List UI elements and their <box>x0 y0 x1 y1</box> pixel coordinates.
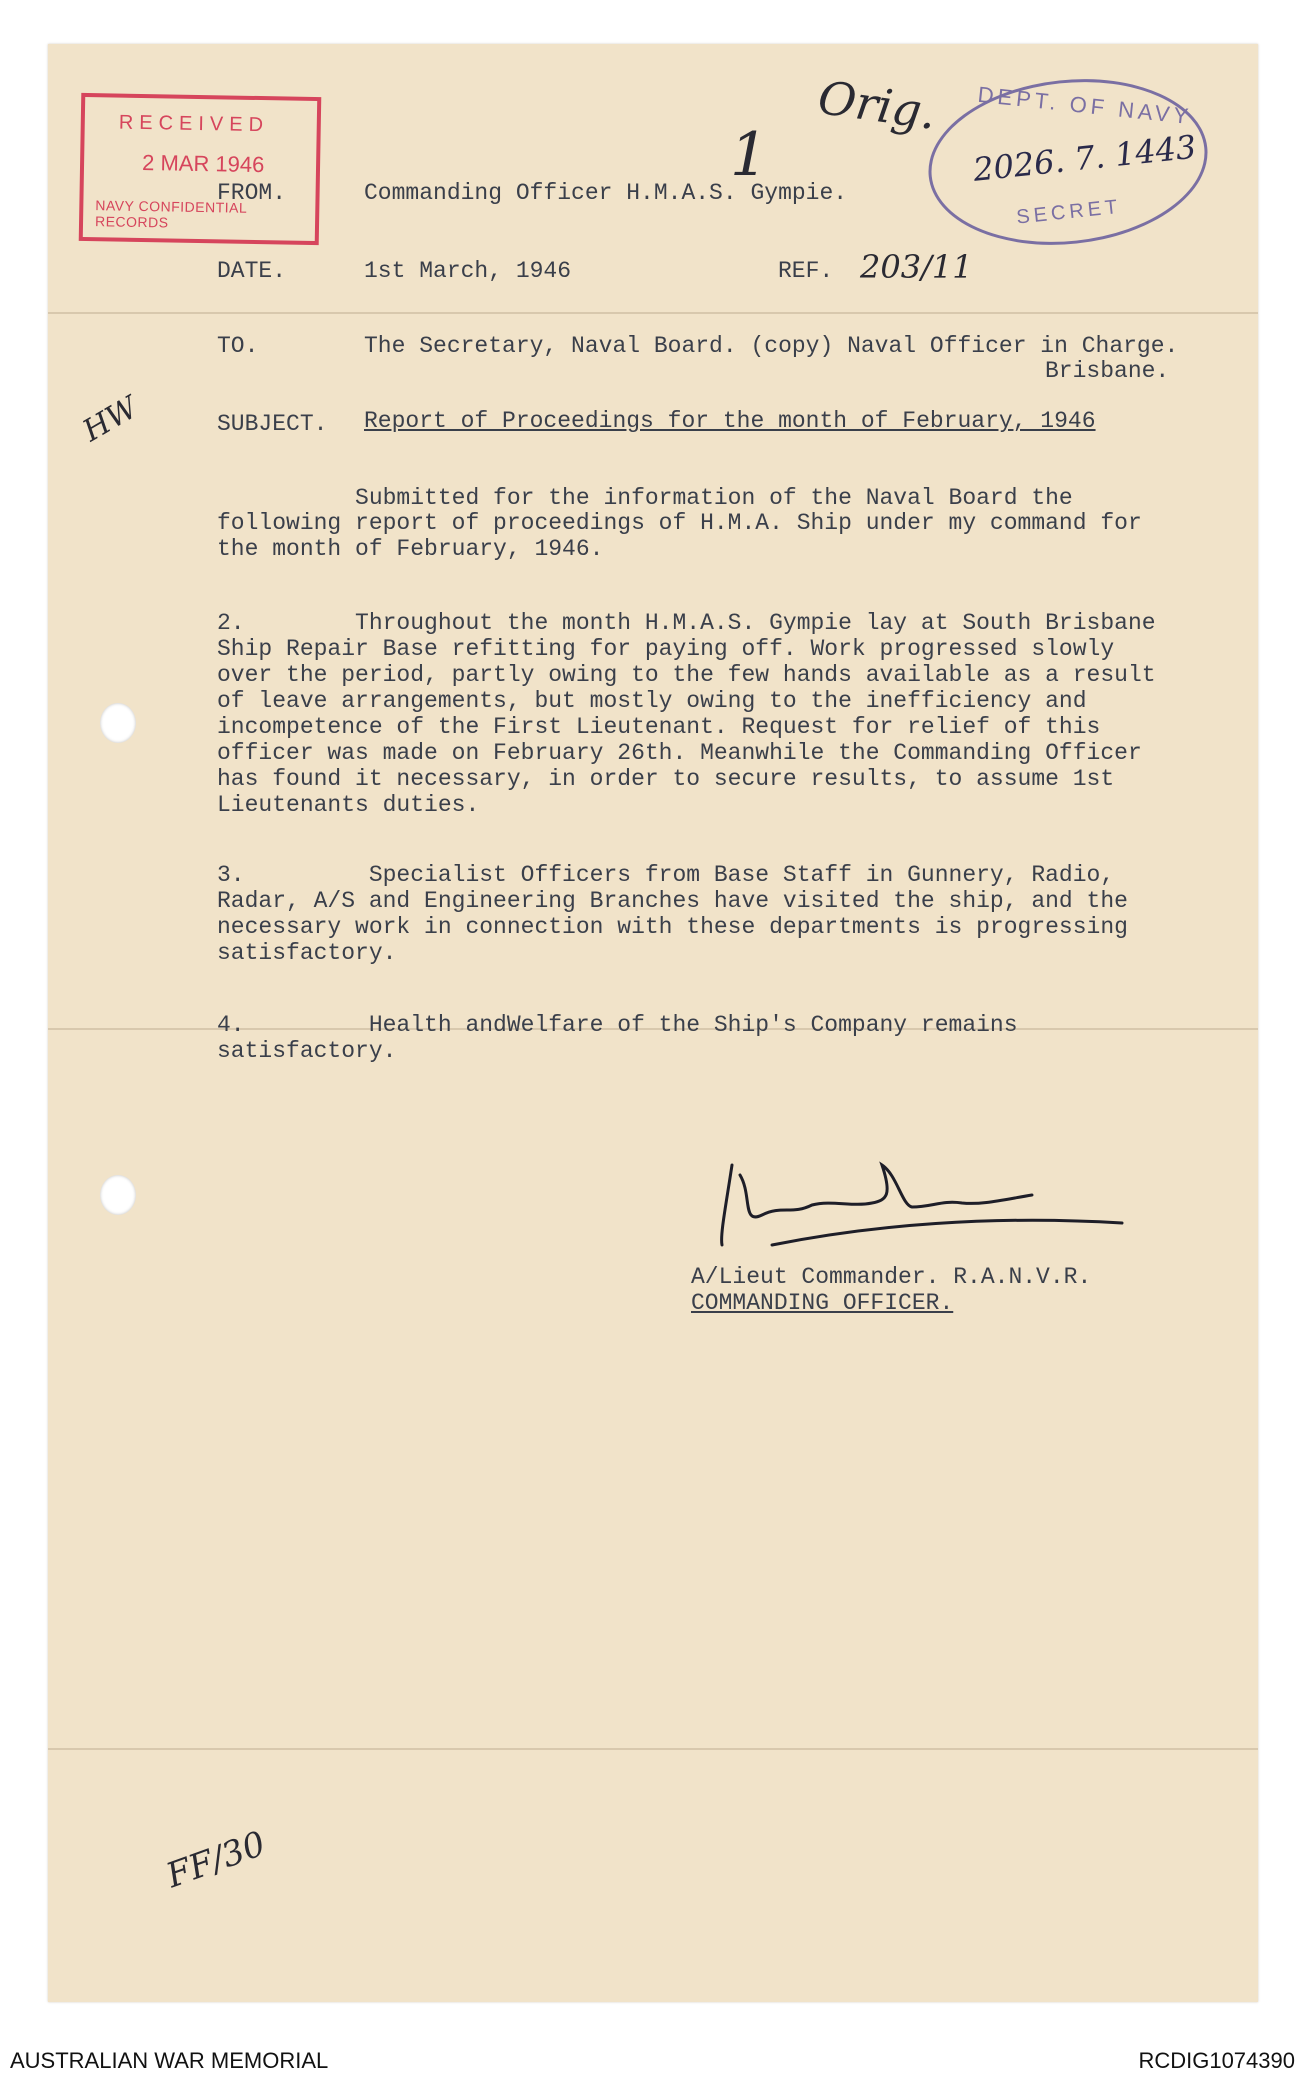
received-stamp-date: 2 MAR 1946 <box>141 149 265 178</box>
paragraph-line: Radar, A/S and Engineering Branches have visited the ship, and the <box>217 888 1128 914</box>
paragraph-line: officer was made on February 26th. Meanwhile the Commanding Officer <box>217 740 1142 766</box>
date-label: DATE. <box>217 258 287 284</box>
to-line-1: The Secretary, Naval Board. (copy) Naval Officer in Charge. <box>364 333 1179 359</box>
paragraph-line: of leave arrangements, but mostly owing to the inefficiency and <box>217 688 1087 714</box>
signature-rank: A/Lieut Commander. R.A.N.V.R. <box>691 1264 1092 1290</box>
footer-archive-name: AUSTRALIAN WAR MEMORIAL <box>10 2048 329 2073</box>
punch-hole <box>100 1175 136 1215</box>
paragraph-line: Submitted for the information of the Naval Board the <box>217 485 1073 511</box>
paragraph-line: satisfactory. <box>217 1038 397 1064</box>
handwritten-page-mark: 1 <box>730 120 769 190</box>
paragraph-line: 4. Health andWelfare of the Ship's Company remains <box>217 1012 1018 1038</box>
handwritten-file-mark: FF/30 <box>161 1823 271 1897</box>
paragraph-line: 2. Throughout the month H.M.A.S. Gympie lay at South Brisbane <box>217 610 1156 636</box>
punch-hole <box>100 703 136 743</box>
ref-label: REF. <box>778 258 834 284</box>
paragraph-line: satisfactory. <box>217 940 397 966</box>
footer-record-id: RCDIG1074390 <box>1138 2048 1295 2073</box>
paragraph-line: 3. Specialist Officers from Base Staff in Gunnery, Radio, <box>217 862 1115 888</box>
received-stamp-label: RECEIVED <box>118 111 270 137</box>
navy-stamp-dept: DEPT. OF NAVY <box>976 81 1194 130</box>
paragraph-line: has found it necessary, in order to secure results, to assume 1st <box>217 766 1115 792</box>
paragraph-line: Lieutenants duties. <box>217 792 480 818</box>
fold-line <box>48 312 1258 314</box>
from-value: Commanding Officer H.M.A.S. Gympie. <box>364 180 848 206</box>
fold-line <box>48 1748 1258 1750</box>
to-line-2: Brisbane. <box>1045 358 1170 384</box>
paragraph-line: incompetence of the First Lieutenant. Request for relief of this <box>217 714 1101 740</box>
received-stamp <box>79 93 322 245</box>
date-value: 1st March, 1946 <box>364 258 572 284</box>
handwritten-orig: Orig. <box>814 70 940 140</box>
signature-title: COMMANDING OFFICER. <box>691 1290 954 1316</box>
to-label: TO. <box>217 333 259 359</box>
handwritten-ref-number: 203/11 <box>860 248 973 286</box>
paragraph-line: following report of proceedings of H.M.A. Ship under my command for <box>217 510 1142 536</box>
paragraph-line: Ship Repair Base refitting for paying off. Work progressed slowly <box>217 636 1115 662</box>
paragraph-line: necessary work in connection with these departments is progressing <box>217 914 1128 940</box>
subject-value: Report of Proceedings for the month of February, 1946 <box>364 408 1096 434</box>
navy-stamp-number: 2026. 7. 1443 <box>971 127 1198 189</box>
from-label: FROM. <box>217 180 287 206</box>
paragraph-line: the month of February, 1946. <box>217 536 604 562</box>
handwritten-initials: HW <box>77 390 144 449</box>
signature-mark <box>712 1145 1132 1265</box>
paragraph-line: over the period, partly owing to the few hands available as a result <box>217 662 1156 688</box>
subject-label: SUBJECT. <box>217 411 328 437</box>
received-stamp-office: NAVY CONFIDENTIAL RECORDS <box>94 197 247 231</box>
navy-stamp-secret: SECRET <box>1015 195 1123 229</box>
